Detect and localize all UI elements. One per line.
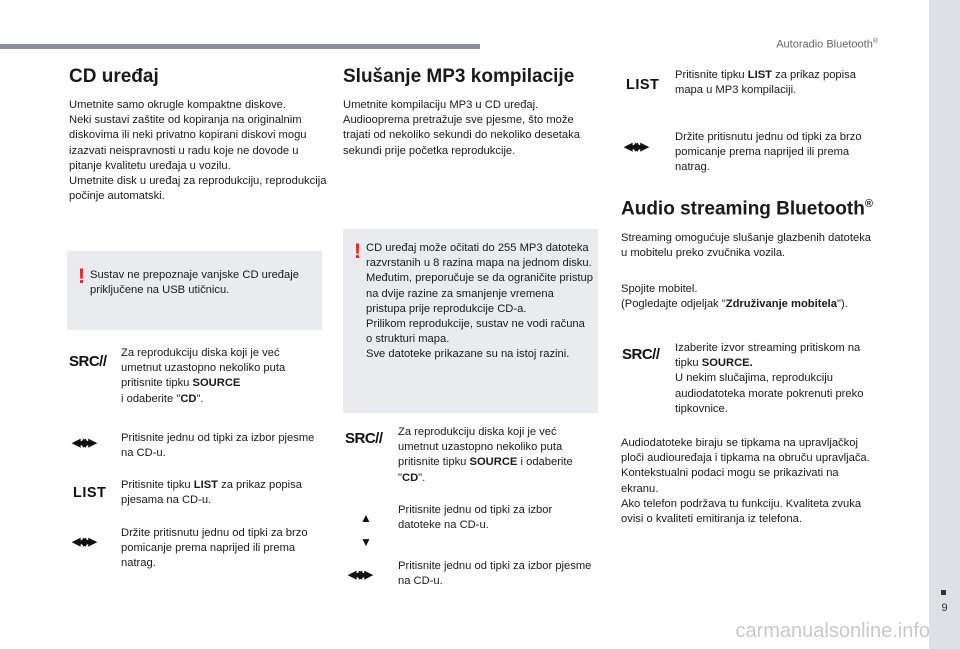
cd-list-instruction: Pritisnite tipku LIST za prikaz popisa pjesama na CD-u. [121, 479, 302, 507]
header-rule [0, 44, 480, 49]
list-button-icon: LIST [626, 77, 660, 93]
seek-buttons-icon: ◀◀ ▶▶ [348, 569, 370, 581]
mp3-list-instruction: Pritisnite tipku LIST za prikaz popisa mapa u MP3 kompilaciji. [675, 69, 856, 97]
watermark: carmanualsonline.info [735, 620, 930, 642]
mp3-track-select-instruction: Pritisnite jednu od tipki za izbor pjesme na CD-u. [398, 560, 592, 588]
source-button-icon: SRC// [622, 346, 660, 363]
note-text-cd: Sustav ne prepoznaje vanjske CD uređaje priključene na USB utičnicu. [90, 269, 299, 297]
section-title-mp3: Slušanje MP3 kompilacije [343, 66, 575, 87]
up-down-buttons-icon [358, 506, 374, 554]
cd-fast-seek-instruction: Držite pritisnutu jednu od tipki za brzo pomicanje prema naprijed ili prema natrag. [121, 527, 308, 570]
page-number: 9 [941, 602, 948, 614]
fast-seek-buttons-icon: ◀◀ ▶▶ [72, 536, 94, 548]
bluetooth-source-instruction: Izaberite izvor streaming pritiskom na tipku SOURCE. U nekim slučajima, reprodukciju audiodatoteka morate pokrenuti preko tipkovnice. [675, 342, 864, 415]
section-title-bluetooth: Audio streaming Bluetooth® [621, 198, 873, 220]
page-header-title: Autoradio Bluetooth® [776, 38, 878, 51]
page-sidebar [929, 0, 960, 649]
mp3-intro: Umetnite kompilaciju MP3 u CD uređaj. Audiooprema pretražuje sve pjesme, što može trajati od nekoliko sekundi do nekoliko desetaka sekundi prije početka reprodukcije. [343, 99, 580, 157]
bluetooth-intro: Streaming omogućuje slušanje glazbenih datoteka u mobitelu preko zvučnika vozila. [621, 232, 872, 260]
fast-seek-buttons-icon: ◀◀ ▶▶ [624, 141, 646, 153]
up-arrow-icon: ▲ [360, 511, 372, 525]
seek-buttons-icon: ◀◀ ▶▶ [72, 437, 94, 449]
cd-intro: Umetnite samo okrugle kompaktne diskove. Neki sustavi zaštite od kopiranja na originalnim diskovima ili neki privatno kopirani diskovi mogu izazvati neispravnosti u radu koje ne dovode u pitanje kvalitetu uređaja u vozilu. Umetnite disk u uređaj za reprodukciju, reprodukcija počinje automatski. [69, 99, 327, 203]
note-text-mp3: CD uređaj može očitati do 255 MP3 datoteka razvrstanih u 8 razina mapa na jednom disku. Međutim, preporučuje se da ograničite pristup na dvije razine za smanjenje vremena pristupa prije reprodukcije CD-a. Prilikom reprodukcije, sustav ne vodi računa o strukturi mapa. Sve datoteke prikazane su na istoj razini. [366, 242, 593, 361]
note-box-cd [67, 251, 322, 330]
warning-icon: ! [78, 265, 85, 288]
page-marker [941, 590, 946, 595]
warning-icon: ! [354, 240, 361, 263]
cd-source-instruction: Za reprodukciju diska koji je već umetnut uzastopno nekoliko puta pritisnite tipku SOURCE i odaberite "CD". [121, 347, 286, 405]
bluetooth-outro: Audiodatoteke biraju se tipkama na upravljačkoj ploči audiouređaja i tipkama na obruču upravljača. Kontekstualni podaci mogu se prikazivati na ekranu. Ako telefon podržava tu funkciju. Kvaliteta zvuka ovisi o kvaliteti emitiranja iz telefona. [621, 437, 870, 526]
down-arrow-icon: ▼ [360, 535, 372, 549]
source-button-icon: SRC// [345, 430, 383, 447]
section-title-cd: CD uređaj [69, 66, 159, 87]
bluetooth-connect: Spojite mobitel. (Pogledajte odjeljak "Združivanje mobitela"). [621, 283, 848, 311]
source-button-icon: SRC// [69, 353, 107, 370]
mp3-fast-seek-instruction: Držite pritisnutu jednu od tipki za brzo pomicanje prema naprijed ili prema natrag. [675, 131, 862, 174]
mp3-folder-select-instruction: Pritisnite jednu od tipki za izbor datoteke na CD-u. [398, 504, 553, 532]
note-box-mp3 [343, 229, 598, 413]
list-button-icon: LIST [73, 485, 107, 501]
mp3-source-instruction: Za reprodukciju diska koji je već umetnut uzastopno nekoliko puta pritisnite tipku SOURCE i odaberite "CD". [398, 426, 573, 484]
cd-track-select-instruction: Pritisnite jednu od tipki za izbor pjesme na CD-u. [121, 432, 315, 460]
